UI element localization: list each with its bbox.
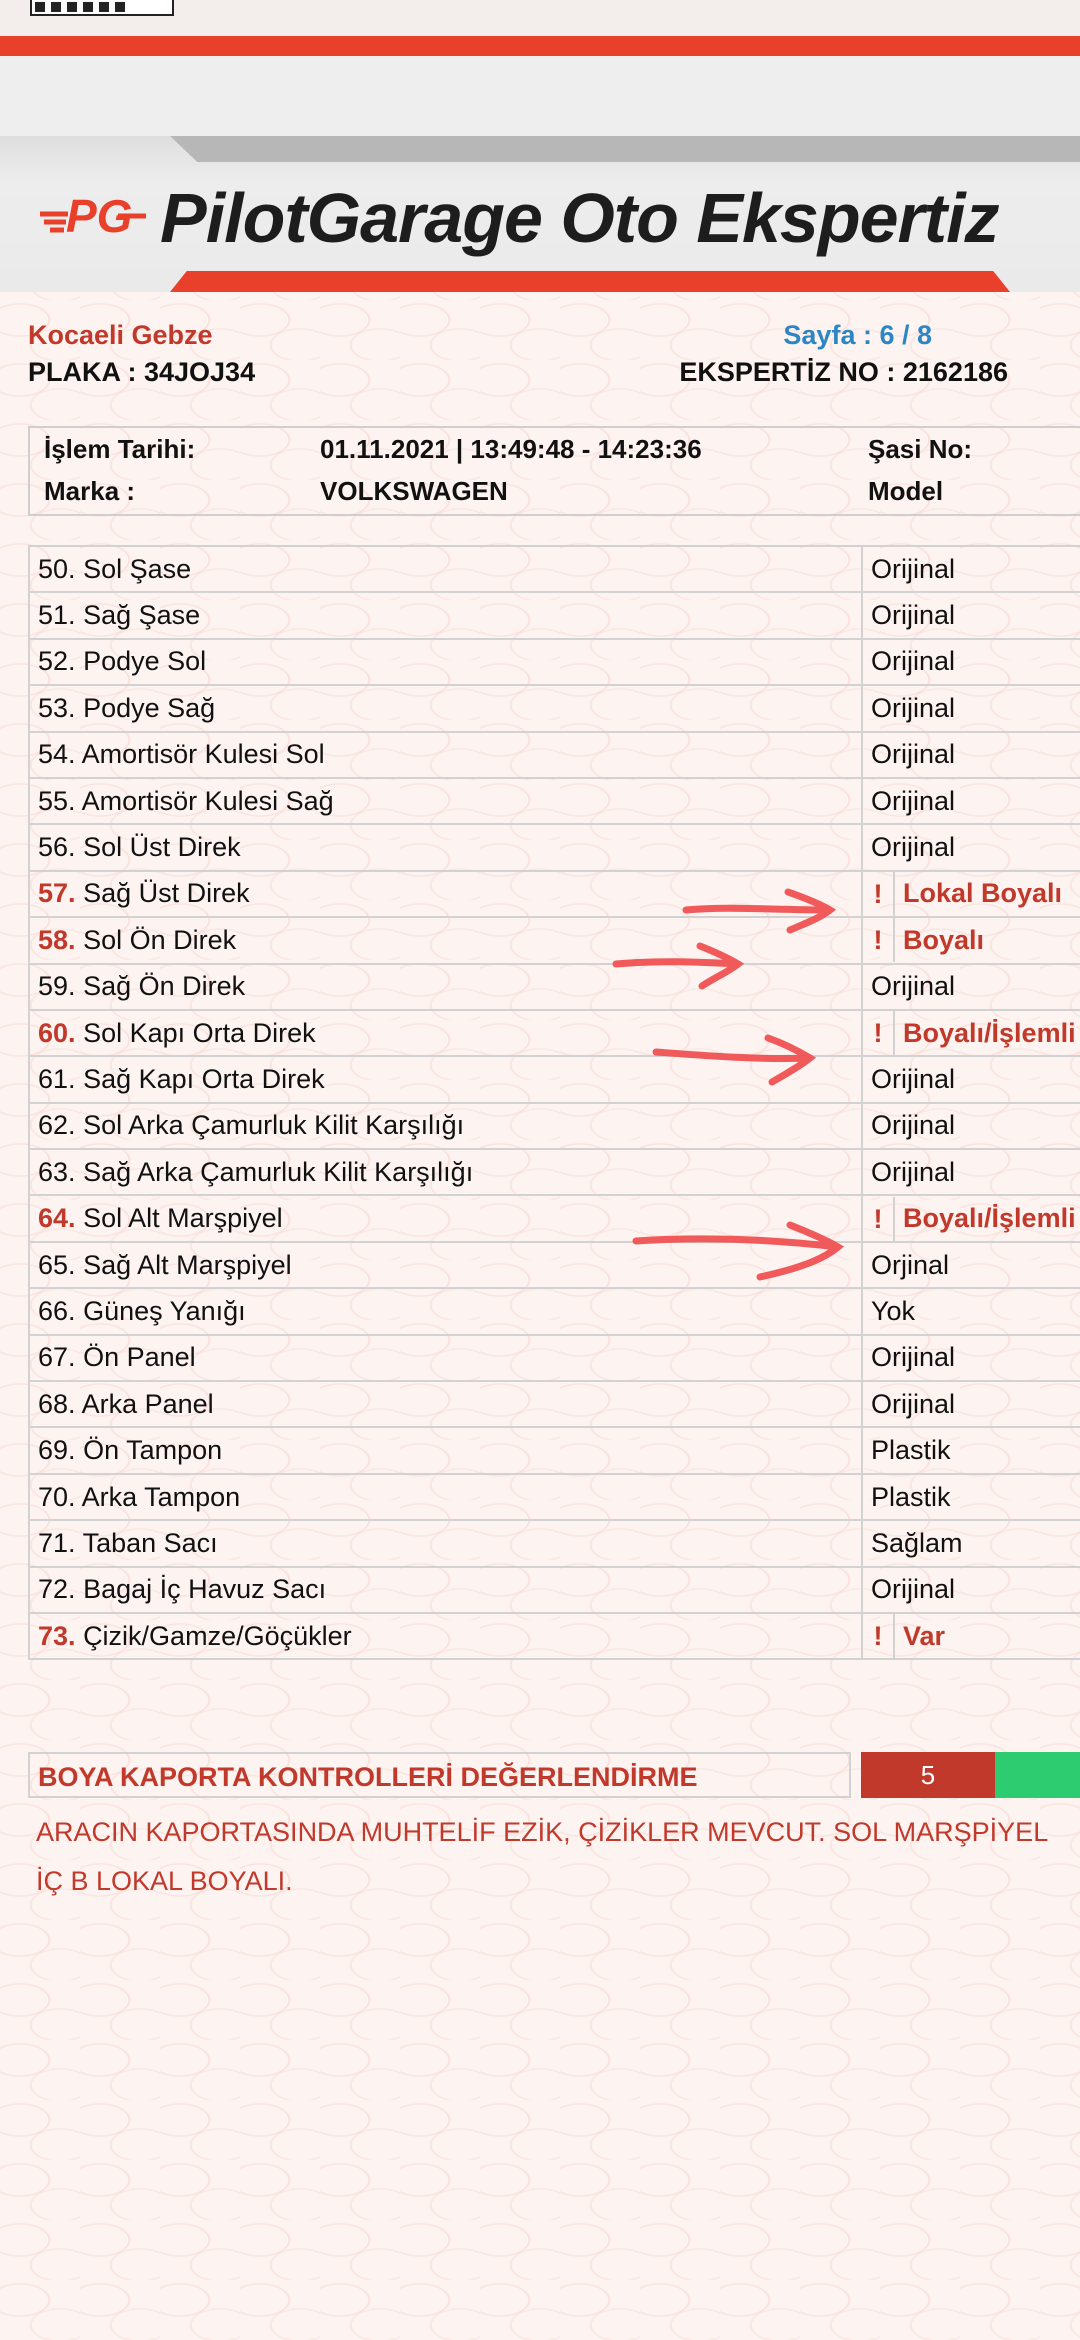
check-item-label bbox=[29, 1056, 862, 1102]
check-item-value bbox=[862, 871, 1080, 917]
check-item-status: Yok bbox=[871, 1295, 916, 1326]
check-item-status: Boyalı/İşlemli bbox=[903, 1017, 1076, 1048]
check-item-name: Sol Şase bbox=[83, 553, 192, 584]
expertise-number: EKSPERTİZ NO : 2162186 bbox=[679, 357, 1008, 387]
check-item-status: Orijinal bbox=[871, 646, 956, 677]
check-row bbox=[29, 1474, 1080, 1520]
check-item-label bbox=[29, 1103, 862, 1149]
score-box: 5 bbox=[861, 1752, 995, 1798]
check-item-status: Orijinal bbox=[871, 832, 956, 863]
check-item-label bbox=[29, 1381, 862, 1427]
check-item-value bbox=[862, 1427, 1080, 1473]
check-item-value bbox=[862, 639, 1080, 685]
check-item-name: Taban Sacı bbox=[82, 1527, 218, 1558]
check-item-status: Orijinal bbox=[871, 971, 956, 1002]
check-item-label bbox=[29, 1149, 862, 1195]
check-item-name: Amortisör Kulesi Sağ bbox=[81, 785, 334, 816]
check-item-value bbox=[862, 1056, 1080, 1102]
page-number: Sayfa : 6 / 8 bbox=[783, 320, 932, 350]
check-item-number: 62. bbox=[38, 1110, 76, 1141]
check-item-name: Amortisör Kulesi Sol bbox=[81, 739, 325, 770]
check-item-name: Çizik/Gamze/Göçükler bbox=[83, 1620, 352, 1651]
check-item-status: Orijinal bbox=[871, 1574, 956, 1605]
check-item-status: Orijinal bbox=[871, 739, 956, 770]
check-row bbox=[29, 1195, 1080, 1241]
check-item-label bbox=[29, 1520, 862, 1566]
check-item-name: Arka Panel bbox=[81, 1388, 214, 1419]
check-item-name: Sağ Üst Direk bbox=[83, 878, 250, 909]
warning-icon: ! bbox=[863, 1614, 895, 1658]
summary-text: ARACIN KAPORTASINDA MUHTELİF EZİK, ÇİZİKLER MEVCUT. SOL MARŞPİYEL İÇ B LOKAL BOYALI. bbox=[36, 1817, 1048, 1896]
check-item-value bbox=[862, 732, 1080, 778]
date-label: İşlem Tarihi: bbox=[44, 434, 196, 464]
plate-number: PLAKA : 34JOJ34 bbox=[28, 357, 256, 387]
gray-band bbox=[0, 56, 1080, 136]
check-item-name: Arka Tampon bbox=[81, 1481, 241, 1512]
check-row bbox=[29, 1288, 1080, 1334]
check-item-value bbox=[862, 1474, 1080, 1520]
check-row bbox=[29, 1242, 1080, 1288]
check-row bbox=[29, 1427, 1080, 1473]
check-item-name: Sağ Arka Çamurluk Kilit Karşılığı bbox=[83, 1156, 474, 1187]
check-item-number: 59. bbox=[38, 971, 76, 1002]
check-row bbox=[29, 1149, 1080, 1195]
check-item-value bbox=[862, 546, 1080, 592]
check-item-name: Sol Arka Çamurluk Kilit Karşılığı bbox=[83, 1110, 465, 1141]
check-row bbox=[29, 592, 1080, 638]
report-header bbox=[0, 136, 1080, 292]
warning-icon: ! bbox=[863, 1011, 895, 1055]
check-item-status: Orijinal bbox=[871, 600, 956, 631]
check-item-value bbox=[862, 1381, 1080, 1427]
check-row bbox=[29, 871, 1080, 917]
check-item-status: Sağlam bbox=[871, 1527, 963, 1558]
check-row bbox=[29, 685, 1080, 731]
check-item-value bbox=[862, 592, 1080, 638]
check-item-label bbox=[29, 1567, 862, 1613]
check-item-name: Sağ Şase bbox=[83, 600, 201, 631]
check-item-value bbox=[862, 1288, 1080, 1334]
check-item-status: Orijinal bbox=[871, 692, 956, 723]
check-item-number: 50. bbox=[38, 553, 76, 584]
brand-value: VOLKSWAGEN bbox=[320, 476, 508, 506]
check-item-status: Orijinal bbox=[871, 785, 956, 816]
check-item-number: 53. bbox=[38, 692, 76, 723]
svg-text:PG: PG bbox=[66, 190, 133, 242]
check-item-label bbox=[29, 1010, 862, 1056]
check-item-number: 63. bbox=[38, 1156, 76, 1187]
check-row bbox=[29, 639, 1080, 685]
check-item-status: Orijinal bbox=[871, 1110, 956, 1141]
check-item-label bbox=[29, 1242, 862, 1288]
check-item-number: 60. bbox=[38, 1017, 76, 1048]
check-item-status: Orijinal bbox=[871, 553, 956, 584]
check-item-value bbox=[862, 1010, 1080, 1056]
check-item-value bbox=[862, 1567, 1080, 1613]
check-item-status: Lokal Boyalı bbox=[903, 878, 1063, 909]
check-item-number: 64. bbox=[38, 1203, 76, 1234]
check-item-number: 51. bbox=[38, 600, 76, 631]
check-item-name: Ön Tampon bbox=[83, 1435, 223, 1466]
check-item-number: 52. bbox=[38, 646, 76, 677]
check-item-name: Podye Sağ bbox=[83, 692, 216, 723]
warning-icon: ! bbox=[863, 1197, 895, 1241]
check-item-value bbox=[862, 1613, 1080, 1659]
check-item-value bbox=[862, 1195, 1080, 1241]
check-item-label bbox=[29, 685, 862, 731]
check-item-number: 67. bbox=[38, 1342, 76, 1373]
brand-name: PilotGarage Oto Ekspertiz bbox=[160, 179, 999, 257]
check-item-value bbox=[862, 964, 1080, 1010]
check-item-name: Sol Üst Direk bbox=[83, 832, 241, 863]
check-item-label bbox=[29, 732, 862, 778]
check-item-value bbox=[862, 1520, 1080, 1566]
header-top-bar bbox=[170, 136, 1080, 162]
check-item-name: Sağ Kapı Orta Direk bbox=[83, 1063, 325, 1094]
check-row bbox=[29, 824, 1080, 870]
check-row bbox=[29, 1520, 1080, 1566]
check-item-number: 58. bbox=[38, 924, 76, 955]
check-item-name: Sol Alt Marşpiyel bbox=[83, 1203, 283, 1234]
check-item-label bbox=[29, 1195, 862, 1241]
check-item-value bbox=[862, 1242, 1080, 1288]
check-item-label bbox=[29, 639, 862, 685]
check-item-number: 72. bbox=[38, 1574, 76, 1605]
check-row bbox=[29, 917, 1080, 963]
check-row bbox=[29, 964, 1080, 1010]
check-item-number: 55. bbox=[38, 785, 76, 816]
check-item-label bbox=[29, 1474, 862, 1520]
check-item-value bbox=[862, 685, 1080, 731]
warning-icon: ! bbox=[863, 918, 895, 962]
check-item-status: Orjinal bbox=[871, 1249, 950, 1280]
check-row bbox=[29, 778, 1080, 824]
check-item-status: Orijinal bbox=[871, 1342, 956, 1373]
check-row bbox=[29, 1335, 1080, 1381]
check-item-label bbox=[29, 964, 862, 1010]
check-item-number: 65. bbox=[38, 1249, 76, 1280]
check-item-number: 57. bbox=[38, 878, 76, 909]
check-row bbox=[29, 1381, 1080, 1427]
check-item-label bbox=[29, 1288, 862, 1334]
top-strip bbox=[0, 0, 1080, 36]
score-bar bbox=[995, 1752, 1080, 1798]
check-item-name: Podye Sol bbox=[83, 646, 207, 677]
check-item-name: Sağ Alt Marşpiyel bbox=[83, 1249, 292, 1280]
check-row bbox=[29, 546, 1080, 592]
vehicle-meta-box bbox=[28, 426, 1080, 516]
check-row bbox=[29, 732, 1080, 778]
check-item-name: Güneş Yanığı bbox=[83, 1295, 246, 1326]
brand-label: Marka : bbox=[44, 476, 136, 506]
check-row bbox=[29, 1010, 1080, 1056]
check-item-label bbox=[29, 778, 862, 824]
check-item-label bbox=[29, 871, 862, 917]
check-item-number: 61. bbox=[38, 1063, 76, 1094]
check-item-label bbox=[29, 824, 862, 870]
check-row bbox=[29, 1103, 1080, 1149]
check-item-status: Boyalı/İşlemli bbox=[903, 1203, 1076, 1234]
check-row bbox=[29, 1567, 1080, 1613]
check-item-label bbox=[29, 546, 862, 592]
pilotgarage-logo-icon bbox=[38, 186, 148, 246]
chassis-label: Şasi No: bbox=[868, 434, 973, 464]
check-item-name: Ön Panel bbox=[83, 1342, 196, 1373]
model-label: Model bbox=[868, 476, 944, 506]
check-item-number: 70. bbox=[38, 1481, 76, 1512]
check-item-status: Plastik bbox=[871, 1481, 951, 1512]
qr-code-fragment bbox=[30, 0, 174, 16]
check-item-label bbox=[29, 1335, 862, 1381]
city: Kocaeli Gebze bbox=[28, 320, 213, 350]
check-item-number: 54. bbox=[38, 739, 76, 770]
check-item-status: Boyalı bbox=[903, 924, 985, 955]
check-table bbox=[28, 545, 1080, 1660]
check-item-status: Orijinal bbox=[871, 1388, 956, 1419]
check-item-name: Sol Ön Direk bbox=[83, 924, 237, 955]
check-item-label bbox=[29, 917, 862, 963]
check-item-number: 73. bbox=[38, 1620, 76, 1651]
check-item-label bbox=[29, 592, 862, 638]
check-item-number: 71. bbox=[38, 1527, 76, 1558]
check-item-value bbox=[862, 1335, 1080, 1381]
check-item-status: Var bbox=[903, 1620, 946, 1651]
check-item-status: Plastik bbox=[871, 1435, 951, 1466]
check-row bbox=[29, 1613, 1080, 1659]
warning-icon: ! bbox=[863, 872, 895, 916]
check-item-number: 69. bbox=[38, 1435, 76, 1466]
check-item-status: Orijinal bbox=[871, 1156, 956, 1187]
check-item-value bbox=[862, 1149, 1080, 1195]
check-item-number: 68. bbox=[38, 1388, 76, 1419]
check-item-number: 56. bbox=[38, 832, 76, 863]
check-item-label bbox=[29, 1613, 862, 1659]
check-item-value bbox=[862, 1103, 1080, 1149]
check-row bbox=[29, 1056, 1080, 1102]
check-item-name: Sol Kapı Orta Direk bbox=[83, 1017, 316, 1048]
check-item-status: Orijinal bbox=[871, 1063, 956, 1094]
check-item-name: Bagaj İç Havuz Sacı bbox=[83, 1574, 327, 1605]
check-item-value bbox=[862, 778, 1080, 824]
summary-label: BOYA KAPORTA KONTROLLERİ DEĞERLENDİRME bbox=[28, 1752, 851, 1798]
check-item-name: Sağ Ön Direk bbox=[83, 971, 246, 1002]
red-band bbox=[0, 36, 1080, 56]
check-item-value bbox=[862, 824, 1080, 870]
check-item-number: 66. bbox=[38, 1295, 76, 1326]
date-value: 01.11.2021 | 13:49:48 - 14:23:36 bbox=[320, 434, 702, 464]
header-bottom-bar bbox=[170, 271, 1010, 292]
check-item-label bbox=[29, 1427, 862, 1473]
check-item-value bbox=[862, 917, 1080, 963]
